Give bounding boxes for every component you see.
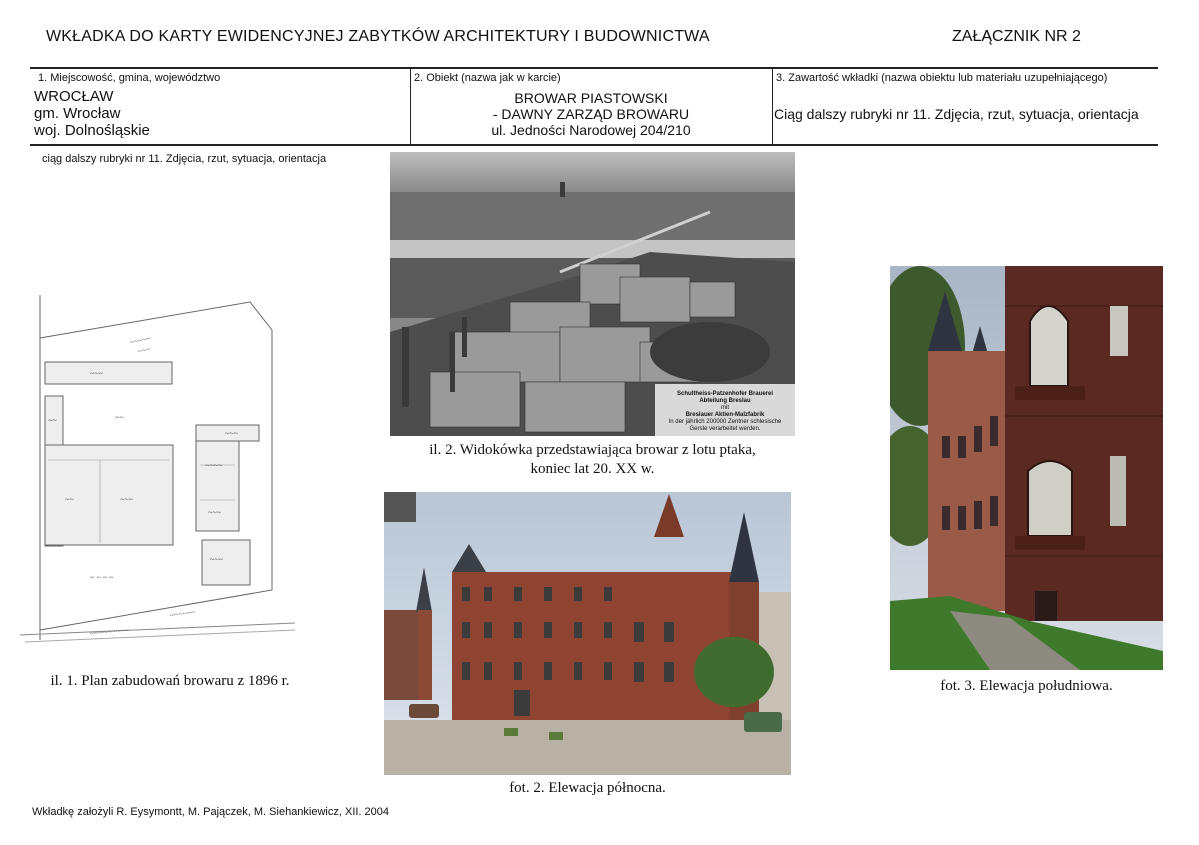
object-address: ul. Jedności Narodowej 204/210: [491, 122, 691, 138]
svg-text:~~~~: ~~~~: [205, 461, 223, 470]
object-name: BROWAR PIASTOWSKI: [514, 90, 668, 106]
svg-text:~~~~~~: ~~~~~~: [169, 607, 196, 620]
content-label: 3. Zawartość wkładki (nazwa obiektu lub materiału uzupełniającego): [776, 72, 1108, 84]
document-title: WKŁADKA DO KARTY EWIDENCYJNEJ ZABYTKÓW ARCHITEKTURY I BUDOWNICTWA: [46, 28, 710, 45]
locality-city: WROCŁAW: [34, 88, 114, 105]
north-elevation-photo: [384, 492, 791, 775]
site-plan-drawing: [20, 290, 300, 655]
aerial-postcard-photo: [390, 152, 795, 436]
svg-text:~~~~~~~~~: ~~~~~~~~~: [89, 625, 129, 638]
postcard-inscription-line-1: Schultheiss-Patzenhofer Brauerei: [676, 391, 774, 397]
postcard-caption: [390, 441, 795, 479]
plan-caption: il. 1. Plan zabudowań browaru z 1896 r.: [50, 673, 290, 689]
south-elevation-caption: fot. 3. Elewacja południowa.: [940, 678, 1113, 694]
postcard-inscription-line-5: In der jährlich 200000 Zentner schlesische: [668, 419, 782, 425]
svg-text:~~: ~~: [48, 416, 57, 425]
object-cell: [410, 69, 773, 144]
object-former-name: - DAWNY ZARZĄD BROWARU: [492, 106, 690, 122]
object-label: 2. Obiekt (nazwa jak w karcie): [414, 72, 561, 84]
postcard-inscription-line-2: Abteilung Breslau: [699, 398, 751, 404]
postcard-inscription-line-3: mit: [721, 405, 729, 411]
north-elevation-caption: fot. 2. Elewacja północna.: [509, 780, 666, 796]
locality-voivodeship: woj. Dolnośląskie: [34, 122, 150, 139]
continuation-note: ciąg dalszy rubryki nr 11. Zdjęcia, rzut, sytuacja, orientacja: [42, 153, 327, 165]
annex-number: ZAŁĄCZNIK NR 2: [952, 28, 1081, 45]
svg-text:~~~: ~~~: [225, 429, 238, 438]
postcard-caption-line-1: il. 2. Widokówka przedstawiająca browar z lotu ptaka,: [429, 442, 756, 458]
svg-text:~~~: ~~~: [210, 555, 223, 564]
svg-text:~~: ~~: [65, 495, 74, 504]
content-text: Ciąg dalszy rubryki nr 11. Zdjęcia, rzut, sytuacja, orientacja: [774, 106, 1139, 122]
south-elevation-photo: [890, 266, 1163, 670]
locality-label: 1. Miejscowość, gmina, województwo: [38, 72, 221, 84]
svg-text:~~~: ~~~: [136, 344, 152, 356]
postcard-inscription-line-4: Breslauer Aktien-Malzfabrik: [685, 412, 765, 418]
locality-cell: [30, 69, 411, 144]
info-table: [30, 67, 1158, 146]
content-cell: [772, 69, 1158, 144]
svg-text:~ ~ ~ ~: ~ ~ ~ ~: [90, 573, 114, 582]
svg-text:~~~: ~~~: [120, 495, 133, 504]
authors-footer: Wkładkę założyli R. Eysymontt, M. Pajączek, M. Siehankiewicz, XII. 2004: [32, 806, 390, 818]
postcard-caption-line-2: koniec lat 20. XX w.: [530, 461, 655, 477]
postcard-inscription-line-6: Gerste verarbeitet werden.: [689, 426, 761, 432]
svg-text:~~~: ~~~: [90, 369, 103, 378]
locality-commune: gm. Wrocław: [34, 105, 121, 122]
svg-text:~~~~~: ~~~~~: [128, 333, 152, 347]
svg-text:~~: ~~: [115, 413, 124, 422]
svg-text:~~~: ~~~: [208, 508, 221, 517]
